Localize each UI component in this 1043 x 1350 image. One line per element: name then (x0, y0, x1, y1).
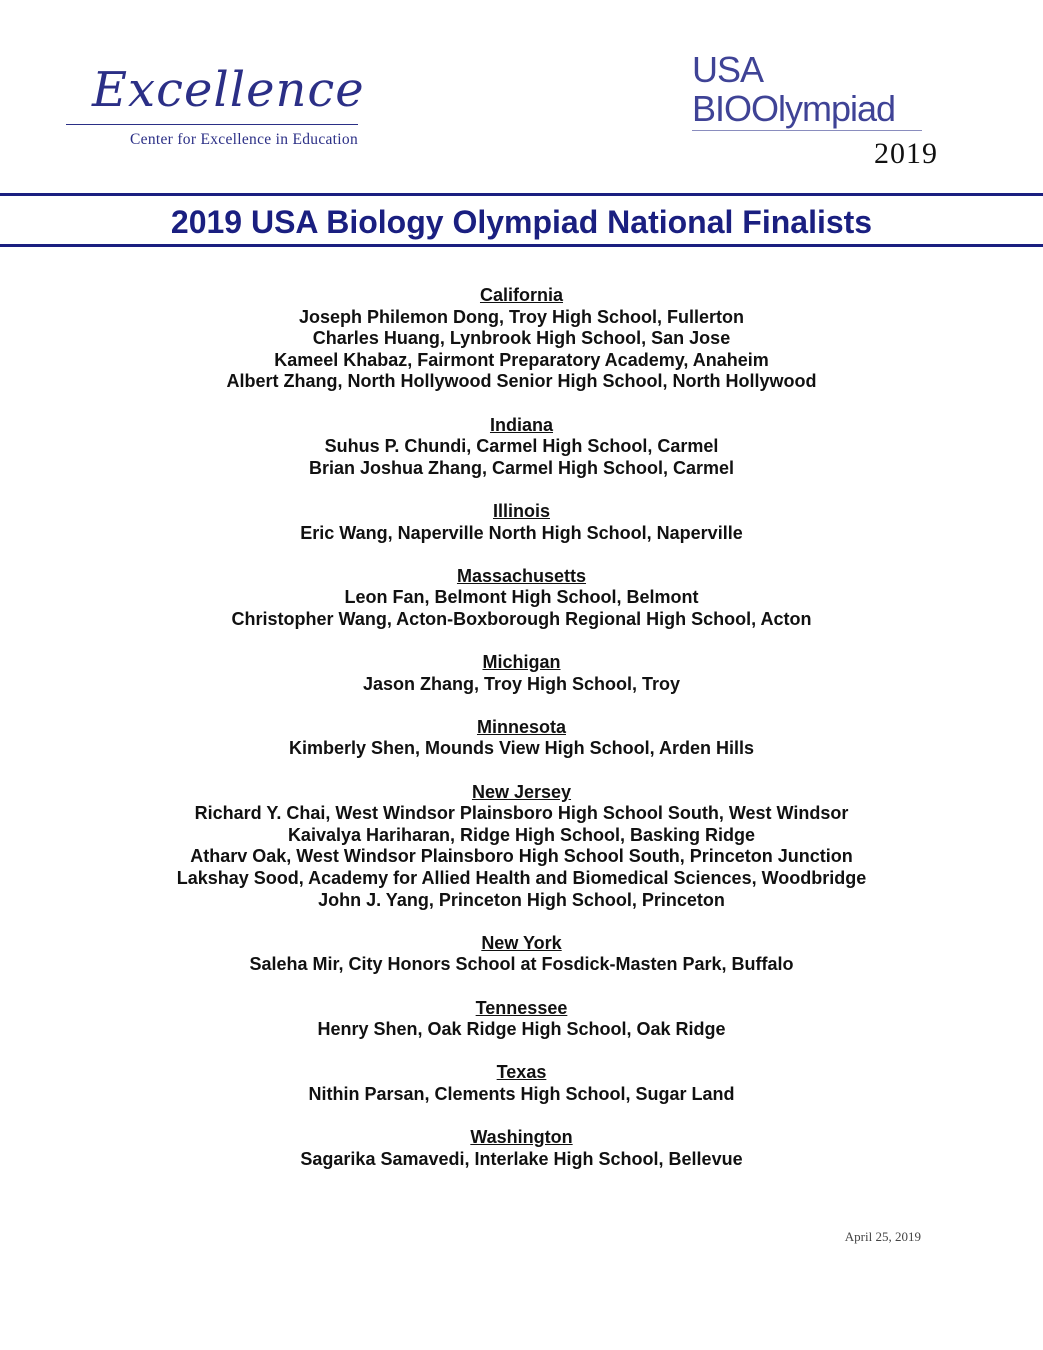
finalist-entry: Kaivalya Hariharan, Ridge High School, Basking Ridge (287, 824, 756, 845)
page-title: 2019 USA Biology Olympiad National Finalists (170, 204, 873, 240)
finalist-entry: Suhus P. Chundi, Carmel High School, Carmel (324, 436, 719, 457)
state-section (0, 933, 1043, 976)
finalists-list (0, 285, 1043, 1192)
state-section (0, 652, 1043, 695)
finalist-entry: Henry Shen, Oak Ridge High School, Oak Ridge (317, 1019, 726, 1040)
finalist-entry: Atharv Oak, West Windsor Plainsboro High School South, Princeton Junction (190, 846, 853, 867)
state-section (0, 415, 1043, 480)
usabo-logo-line1: USA (692, 49, 764, 90)
state-heading: Tennessee (475, 997, 568, 1018)
excellence-script-wordmark: Excellence (92, 62, 365, 118)
title-band-bottom-line (0, 244, 1043, 247)
finalist-entry: Kameel Khabaz, Fairmont Preparatory Academy, Anaheim (274, 349, 769, 370)
state-heading: Washington (470, 1127, 573, 1148)
finalist-entry: Christopher Wang, Acton-Boxborough Regional High School, Acton (231, 608, 812, 629)
finalist-entry: Charles Huang, Lynbrook High School, San Jose (312, 328, 731, 349)
logo-tagline: Center for Excellence in Education (130, 131, 358, 148)
state-section (0, 1127, 1043, 1170)
state-heading: New York (481, 932, 562, 953)
excellence-logo (66, 58, 365, 149)
finalist-entry: Leon Fan, Belmont High School, Belmont (344, 587, 699, 608)
finalist-entry: Lakshay Sood, Academy for Allied Health and Biomedical Sciences, Woodbridge (176, 868, 867, 889)
state-section (0, 1062, 1043, 1105)
usabo-logo (692, 49, 942, 171)
usabo-logo-divider (692, 130, 922, 131)
state-heading: Indiana (489, 414, 553, 435)
title-band-top-line (0, 193, 1043, 196)
state-section (0, 501, 1043, 544)
state-section (0, 998, 1043, 1041)
finalist-entry: Eric Wang, Naperville North High School, Naperville (300, 522, 743, 543)
state-heading: Massachusetts (456, 565, 587, 586)
state-section (0, 566, 1043, 631)
finalist-entry: Kimberly Shen, Mounds View High School, Arden Hills (288, 738, 755, 759)
finalist-entry: John J. Yang, Princeton High School, Princeton (318, 889, 725, 910)
finalist-entry: Brian Joshua Zhang, Carmel High School, Carmel (308, 457, 735, 478)
footer-date: April 25, 2019 (844, 1229, 921, 1244)
finalist-entry: Saleha Mir, City Honors School at Fosdick-Masten Park, Buffalo (249, 954, 794, 975)
usabo-logo-line2: BIOOlympiad (692, 88, 896, 129)
state-heading: California (479, 285, 563, 305)
state-heading: Texas (496, 1062, 547, 1083)
finalist-entry: Sagarika Samavedi, Interlake High School, Bellevue (300, 1148, 743, 1169)
logo-divider (66, 124, 358, 125)
state-section (0, 285, 1043, 393)
finalist-entry: Richard Y. Chai, West Windsor Plainsboro High School South, West Windsor (194, 803, 849, 824)
usabo-logo-year: 2019 (874, 137, 938, 170)
state-heading: Minnesota (476, 716, 566, 737)
finalist-entry: Nithin Parsan, Clements High School, Sugar Land (308, 1083, 735, 1104)
state-heading: Michigan (482, 652, 561, 673)
state-section (0, 782, 1043, 912)
finalist-entry: Albert Zhang, North Hollywood Senior High School, North Hollywood (226, 371, 817, 392)
finalist-entry: Jason Zhang, Troy High School, Troy (362, 673, 681, 694)
finalist-entry: Joseph Philemon Dong, Troy High School, Fullerton (298, 306, 745, 327)
state-heading: New Jersey (471, 781, 572, 802)
state-section (0, 717, 1043, 760)
state-heading: Illinois (492, 500, 550, 521)
